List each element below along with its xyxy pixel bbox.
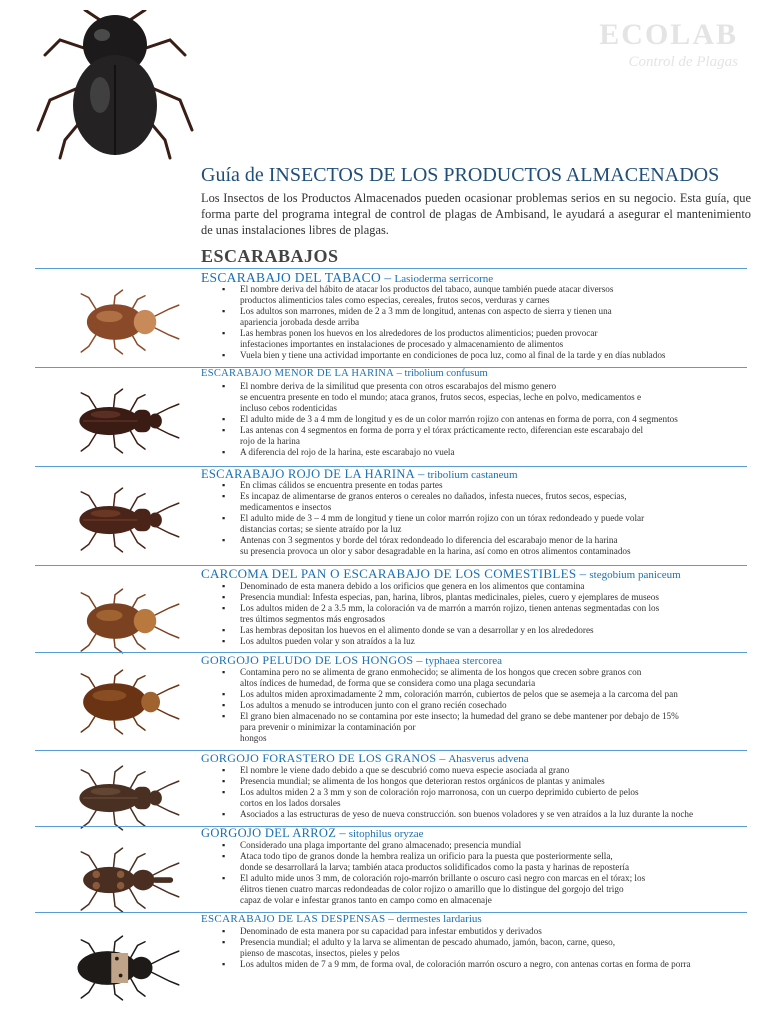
beetle-photo (40, 840, 190, 920)
fact-list (222, 581, 754, 647)
fact-continuation: incluso cebos rodenticidas (240, 403, 337, 413)
name-separator: – (576, 566, 590, 581)
fact-item: ▪ El adulto mide de 3 – 4 mm de longitud y tiene un color marrón rojizo con un tórax redondeado y puede volar (222, 513, 754, 524)
fact-list (222, 926, 754, 970)
fact-list (222, 765, 754, 820)
common-name: GORGOJO FORASTERO DE LOS GRANOS (201, 751, 437, 765)
fact-item: ▪ Los adultos a menudo se introducen junto con el grano recién cosechado (222, 700, 754, 711)
beetle-photo (40, 662, 190, 742)
fact-continuation: medicamentos e insectos (240, 502, 332, 512)
scientific-name: Lasioderma serricorne (394, 273, 494, 285)
fact-continuation: altos índices de humedad, de forma que se considera como una plaga secundaria (240, 678, 536, 688)
fact-item: ▪ En climas cálidos se encuentra presente en todas partes (222, 480, 754, 491)
fact-item: ▪ Asociados a las estructuras de yeso de nueva construcción. son buenos voladores y se ven atraídos a la luz durante la noche (222, 809, 754, 820)
scientific-name: sitophilus oryzae (348, 828, 424, 840)
fact-item: ▪ Presencia mundial: Infesta especias, pan, harina, libros, plantas medicinales, pieles, cuero y ejemplares de museos (222, 592, 754, 603)
fact-continuation: apariencia jorobada desde arriba (240, 317, 360, 327)
name-separator: – (385, 913, 397, 925)
entry-heading (201, 566, 681, 582)
fact-item: ▪ Los adultos pueden volar y son atraídos a la luz (222, 636, 754, 647)
common-name: CARCOMA DEL PAN O ESCARABAJO DE LOS COMESTIBLES (201, 566, 577, 581)
fact-item: ▪ Antenas con 3 segmentos y borde del tórax redondeado lo diferencia del escarabajo menor de la harina (222, 535, 754, 546)
common-name: GORGOJO DEL ARROZ (201, 826, 337, 840)
fact-list (222, 480, 754, 557)
intro-paragraph: Los Insectos de los Productos Almacenados pueden ocasionar problemas serios en su negocio. Esta guía, que forma parte del programa integral de control de plagas de Ambisand, le ayudará a asegurar el mantenimiento de unas instalaciones libres de plagas. (201, 191, 751, 237)
name-separator: – (436, 751, 449, 765)
title-guide: Guía de (201, 164, 264, 186)
fact-item: ▪ Presencia mundial; se alimenta de los hongos que deterioran restos orgánicos de plantas y animales (222, 776, 754, 787)
beetle-photo (40, 282, 190, 362)
hero-banner (0, 0, 768, 160)
entry-divider (35, 268, 747, 269)
title-topic: INSECTOS DE LOS PRODUCTOS ALMACENADOS (268, 164, 720, 186)
fact-item: ▪ Las hembras ponen los huevos en los alrededores de los productos alimenticios; pueden provocar (222, 328, 754, 339)
fact-item: ▪ Ataca todo tipo de granos donde la hembra realiza un orificio para la puesta que posteriormente sella, (222, 851, 754, 862)
common-name: ESCARABAJO DE LAS DESPENSAS (201, 913, 386, 925)
common-name: ESCARABAJO ROJO DE LA HARINA (201, 467, 415, 481)
common-name: GORGOJO PELUDO DE LOS HONGOS (201, 653, 414, 667)
brand-logo (599, 18, 738, 71)
scientific-name: tribolium confusum (404, 368, 488, 379)
entry-heading (201, 368, 488, 379)
section-heading: ESCARABAJOS (201, 246, 339, 266)
fact-continuation: se encuentra presente en todo el mundo; ataca granos, frutos secos, especias, leche en polvo, medicamentos e (240, 392, 642, 402)
fact-item: ▪ Denominado de esta manera por su capacidad para infestar embutidos y derivados (222, 926, 754, 937)
entry-heading (201, 751, 529, 766)
fact-item: ▪ A diferencia del rojo de la harina, este escarabajo no vuela (222, 447, 754, 458)
scientific-name: stegobium paniceum (589, 569, 681, 581)
beetle-photo (40, 381, 190, 461)
fact-list (222, 667, 754, 744)
entry-heading (201, 913, 482, 925)
fact-item: ▪ Contamina pero no se alimenta de grano enmohecido; se alimenta de los hongos que crecen sobre granos con (222, 667, 754, 678)
name-separator: – (381, 270, 395, 285)
scientific-name: tribolium castaneum (427, 469, 518, 481)
beetle-photo (40, 581, 190, 661)
fact-item: ▪ El nombre le viene dado debido a que se descubrió como nueva especie asociada al grano (222, 765, 754, 776)
fact-item: ▪ El adulto mide de 3 a 4 mm de longitud y es de un color marrón rojizo con antenas en forma de porra, con 4 segmentos (222, 414, 754, 425)
fact-item: ▪ Los adultos miden de 7 a 9 mm, de forma oval, de coloración marrón oscuro a negro, con antenas cortas en forma de porra (222, 959, 754, 970)
page-title (201, 164, 719, 187)
fact-item: ▪ Los adultos son marrones, miden de 2 a 3 mm de longitud, antenas con aspecto de sierra y tienen una (222, 306, 754, 317)
beetle-photo (40, 480, 190, 560)
scientific-name: dermestes lardarius (396, 913, 482, 925)
fact-item: ▪ Los adultos miden aproximadamente 2 mm, coloración marrón, cubiertos de pelos que se asemeja a la carcoma del pan (222, 689, 754, 700)
fact-continuation: para prevenir o minimizar la contaminación por (240, 722, 416, 732)
fact-item: ▪ El adulto mide unos 3 mm, de coloración rojo-marrón brillante o oscuro casi negro con marcas en el tórax; los (222, 873, 754, 884)
fact-continuation: distancias cortas; se siente atraído por la luz (240, 524, 402, 534)
fact-continuation: rojo de la harina (240, 436, 300, 446)
fact-list (222, 284, 754, 361)
fact-continuation: donde se desarrollará la larva; también ataca productos solidificados como la pasta y harinas de repostería (240, 862, 630, 872)
fact-continuation: capaz de volar e infestar granos tanto en campo como en almacenaje (240, 895, 492, 905)
entry-heading (201, 826, 424, 841)
fact-continuation: tres últimos segmentos más engrosados (240, 614, 385, 624)
fact-item: ▪ El nombre deriva de la similitud que presenta con otros escarabajos del mismo genero (222, 381, 754, 392)
fact-item: ▪ Los adultos miden 2 a 3 mm y son de coloración rojo marronosa, con un cuerpo deprimido cubierto de pelos (222, 787, 754, 798)
fact-continuation: hongos (240, 733, 267, 743)
name-separator: – (413, 653, 426, 667)
fact-continuation: cortos en los lados dorsales (240, 798, 341, 808)
name-separator: – (414, 467, 428, 481)
fact-item: ▪ Los adultos miden de 2 a 3.5 mm, la coloración va de marrón a marrón rojizo, tienen antenas segmentadas con los (222, 603, 754, 614)
fact-item: ▪ Denominado de esta manera debido a los orificios que genera en los alimentos que contamina (222, 581, 754, 592)
brand-name: ECOLAB (599, 18, 738, 51)
fact-continuation: su presencia provoca un olor y sabor desagradable en la harina, así como en otros alimentos contaminados (240, 546, 631, 556)
fact-item: ▪ El grano bien almacenado no se contamina por este insecto; la humedad del grano se debe mantener por debajo de 15% (222, 711, 754, 722)
fact-item: ▪ Considerado una plaga importante del grano almacenado; presencia mundial (222, 840, 754, 851)
fact-continuation: élitros tienen cuatro marcas redondeadas de color rojizo o amarillo que lo distingue del gorgojo del trigo (240, 884, 624, 894)
fact-list (222, 381, 754, 458)
beetle-photo (40, 928, 190, 1008)
fact-item: ▪ Es incapaz de alimentarse de granos enteros o cereales no dañados, infesta nueces, frutos secos, especias, (222, 491, 754, 502)
fact-list (222, 840, 754, 906)
fact-item: ▪ Las antenas con 4 segmentos en forma de porra y el tórax prácticamente recto, diferencian este escarabajo del (222, 425, 754, 436)
common-name: ESCARABAJO MENOR DE LA HARINA (201, 368, 395, 379)
fact-item: ▪ Vuela bien y tiene una actividad importante en condiciones de poca luz, como al final de la tarde y en días nublados (222, 350, 754, 361)
name-separator: – (336, 826, 349, 840)
common-name: ESCARABAJO DEL TABACO (201, 270, 381, 285)
scientific-name: typhaea stercorea (425, 655, 503, 667)
fact-continuation: productos alimenticios tales como especias, cereales, frutos secos, verduras y carnes (240, 295, 550, 305)
fact-item: ▪ Presencia mundial; el adulto y la larva se alimentan de pescado ahumado, jamón, bacon, carne, queso, (222, 937, 754, 948)
scientific-name: Ahasverus advena (448, 753, 529, 765)
fact-item: ▪ El nombre deriva del hábito de atacar los productos del tabaco, aunque también puede atacar diversos (222, 284, 754, 295)
name-separator: – (394, 368, 405, 379)
entry-heading (201, 653, 502, 668)
brand-tagline: Control de Plagas (628, 54, 738, 70)
fact-item: ▪ Las hembras depositan los huevos en el alimento donde se van a desarrollar y en los alrededores (222, 625, 754, 636)
fact-continuation: infestaciones importantes en instalaciones de procesado y almacenamiento de alimentos (240, 339, 564, 349)
hero-beetle-image (30, 10, 200, 160)
fact-continuation: pienso de mascotas, insectos, pieles y pelos (240, 948, 400, 958)
